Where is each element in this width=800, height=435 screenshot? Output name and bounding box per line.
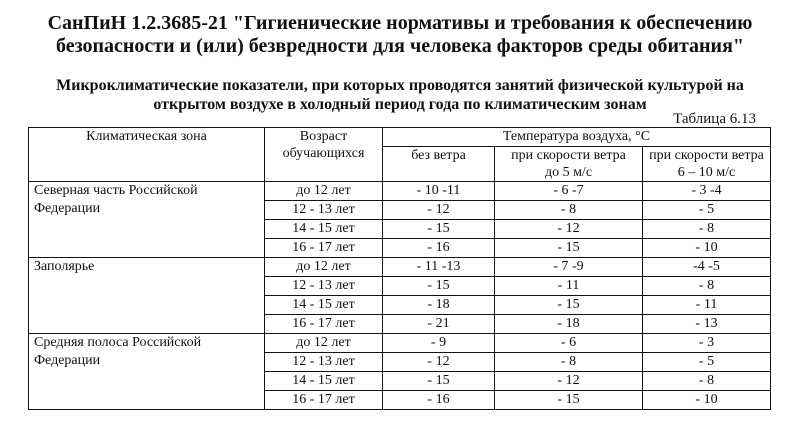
no-wind-cell: - 15 [383,277,495,296]
document-title [20,12,780,58]
wind-5-cell: - 15 [495,391,643,410]
header-no-wind: без ветра [383,147,495,182]
wind-5-cell: - 15 [495,239,643,258]
wind-5-cell: - 8 [495,353,643,372]
age-cell: до 12 лет [265,258,383,277]
zone-name-cell: Северная часть Российской Федерации [29,182,265,258]
wind-6-10-cell: - 13 [643,315,771,334]
title-line-1: СанПиН 1.2.3685-21 "Гигиенические нормативы и требования к обеспечению [47,12,753,34]
wind-5-cell: - 7 -9 [495,258,643,277]
header-wind-6-10-line-1: при скорости ветра [649,148,764,163]
caption-line-2: открытом воздухе в холодный период года по климатическим зонам [153,96,647,113]
wind-5-cell: - 11 [495,277,643,296]
header-wind-5 [495,147,643,182]
microclimate-table [28,127,771,410]
wind-6-10-cell: - 11 [643,296,771,315]
no-wind-cell: - 15 [383,372,495,391]
caption-line-1: Микроклиматические показатели, при которых проводятся занятий физической культурой на [56,77,744,94]
no-wind-cell: - 12 [383,201,495,220]
header-wind-6-10-line-2: 6 – 10 м/с [677,165,736,180]
no-wind-cell: - 11 -13 [383,258,495,277]
wind-5-cell: - 8 [495,201,643,220]
no-wind-cell: - 16 [383,391,495,410]
header-age-line-1: Возраст [299,129,348,144]
header-age [265,128,383,182]
age-cell: 12 - 13 лет [265,201,383,220]
table-row [29,258,771,277]
header-zone: Климатическая зона [29,128,265,182]
wind-6-10-cell: - 10 [643,239,771,258]
header-wind-6-10 [643,147,771,182]
no-wind-cell: - 18 [383,296,495,315]
wind-6-10-cell: - 5 [643,201,771,220]
wind-5-cell: - 18 [495,315,643,334]
wind-6-10-cell: - 8 [643,372,771,391]
wind-5-cell: - 6 [495,334,643,353]
age-cell: 14 - 15 лет [265,220,383,239]
no-wind-cell: - 16 [383,239,495,258]
no-wind-cell: - 9 [383,334,495,353]
age-cell: 12 - 13 лет [265,277,383,296]
header-wind-5-line-2: до 5 м/с [544,165,593,180]
age-cell: 12 - 13 лет [265,353,383,372]
table-row [29,182,771,201]
zone-name-cell: Средняя полоса Российской Федерации [29,334,265,410]
no-wind-cell: - 12 [383,353,495,372]
table-number: Таблица 6.13 [673,111,756,127]
table-row [29,334,771,353]
wind-5-cell: - 12 [495,220,643,239]
header-age-line-2: обучающихся [282,146,365,161]
wind-6-10-cell: - 8 [643,220,771,239]
wind-6-10-cell: - 5 [643,353,771,372]
age-cell: 14 - 15 лет [265,296,383,315]
wind-6-10-cell: - 8 [643,277,771,296]
no-wind-cell: - 15 [383,220,495,239]
wind-5-cell: - 6 -7 [495,182,643,201]
age-cell: до 12 лет [265,334,383,353]
title-line-2: безопасности и (или) безвредности для человека факторов среды обитания" [55,35,745,57]
header-wind-5-line-1: при скорости ветра [511,148,626,163]
table-caption [20,76,780,114]
header-temperature: Температура воздуха, °С [383,128,771,147]
no-wind-cell: - 21 [383,315,495,334]
age-cell: 16 - 17 лет [265,315,383,334]
zone-name-cell: Заполярье [29,258,265,334]
header-row [29,128,771,147]
age-cell: 14 - 15 лет [265,372,383,391]
wind-6-10-cell: - 3 -4 [643,182,771,201]
wind-6-10-cell: - 10 [643,391,771,410]
wind-5-cell: - 15 [495,296,643,315]
wind-5-cell: - 12 [495,372,643,391]
wind-6-10-cell: -4 -5 [643,258,771,277]
age-cell: до 12 лет [265,182,383,201]
age-cell: 16 - 17 лет [265,239,383,258]
wind-6-10-cell: - 3 [643,334,771,353]
no-wind-cell: - 10 -11 [383,182,495,201]
age-cell: 16 - 17 лет [265,391,383,410]
